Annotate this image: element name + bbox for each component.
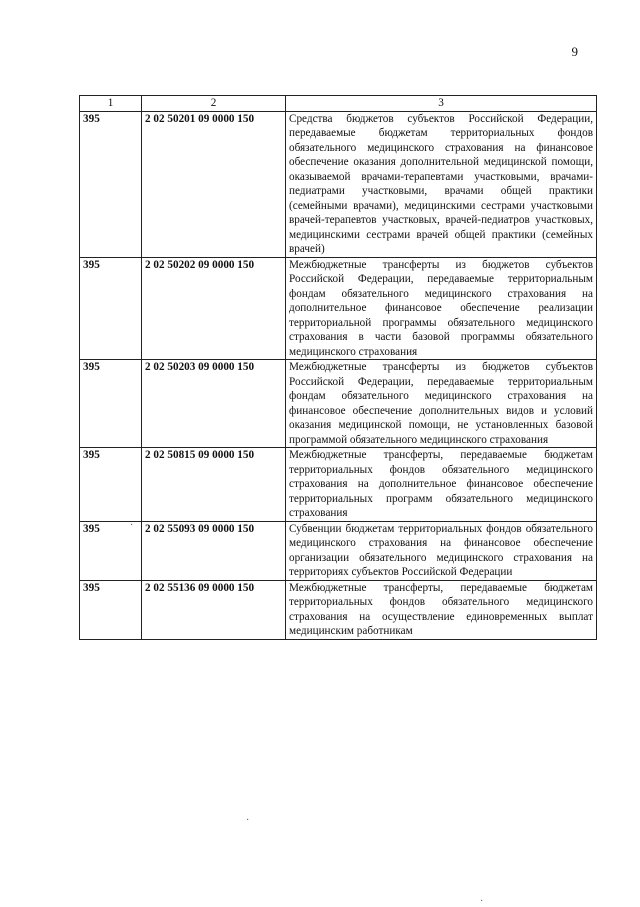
budget-code-cell: 2 02 55093 09 0000 150 — [142, 521, 286, 580]
column-header-2: 2 — [142, 96, 286, 112]
table-header — [80, 96, 597, 112]
admin-code-cell: 395 — [80, 257, 142, 360]
page-number: 9 — [571, 44, 578, 59]
admin-code-cell: 395 — [80, 360, 142, 448]
budget-code-cell: 2 02 50203 09 0000 150 — [142, 360, 286, 448]
table-row — [80, 448, 597, 522]
column-header-1: 1 — [80, 96, 142, 112]
admin-code-cell: 395 — [80, 111, 142, 257]
table-row — [80, 257, 597, 360]
table-row — [80, 580, 597, 639]
description-cell: Субвенции бюджетам территориальных фондов обязательного медицинского страхования на финансовое обеспечение организации обязательного медицинского страхования на территориях субъектов Российской Федерации — [286, 521, 597, 580]
budget-classification-table — [79, 95, 597, 640]
budget-code-cell: 2 02 55136 09 0000 150 — [142, 580, 286, 639]
admin-code-cell: 395 — [80, 448, 142, 522]
budget-code-cell: 2 02 50202 09 0000 150 — [142, 257, 286, 360]
budget-code-cell: 2 02 50815 09 0000 150 — [142, 448, 286, 522]
table-row — [80, 111, 597, 257]
table-row — [80, 521, 597, 580]
description-cell: Межбюджетные трансферты из бюджетов субъектов Российской Федерации, передаваемые территориальным фондам обязательного медицинского страхования на финансовое обеспечение дополнительных видов и условий оказания медицинской помощи, не установленных базовой программой обязательного медицинского страхования — [286, 360, 597, 448]
description-cell: Межбюджетные трансферты, передаваемые бюджетам территориальных фондов обязательного медицинского страхования на дополнительное финансовое обеспечение территориальных программ обязательного медицинского страхования — [286, 448, 597, 522]
description-cell: Средства бюджетов субъектов Российской Федерации, передаваемые бюджетам территориальных фондов обязательного медицинского страхования на финансовое обеспечение оказания дополнительной медицинской помощи, оказываемой врачами-терапевтами участковыми, врачами-педиатрами участковыми, врачами общей практики (семейными врачами), медицинскими сестрами участковыми врачей-терапевтов участковых, врачей-педиатров участковых, медицинскими сестрами врачей общей практики (семейных врачей) — [286, 111, 597, 257]
table-row — [80, 360, 597, 448]
scan-speck: · — [246, 815, 250, 826]
description-cell: Межбюджетные трансферты, передаваемые бюджетам территориальных фондов обязательного медицинского страхования на осуществление единовременных выплат медицинским работникам — [286, 580, 597, 639]
budget-code-cell: 2 02 50201 09 0000 150 — [142, 111, 286, 257]
scan-speck: · — [480, 896, 484, 907]
description-cell: Межбюджетные трансферты из бюджетов субъектов Российской Федерации, передаваемые территориальным фондам обязательного медицинского страхования на дополнительное финансовое обеспечение реализации территориальной программы обязательного медицинского страхования в части базовой программы обязательного медицинского страхования — [286, 257, 597, 360]
column-header-3: 3 — [286, 96, 597, 112]
admin-code-cell: 395 — [80, 521, 142, 580]
scan-speck: · — [130, 520, 134, 531]
admin-code-cell: 395 — [80, 580, 142, 639]
